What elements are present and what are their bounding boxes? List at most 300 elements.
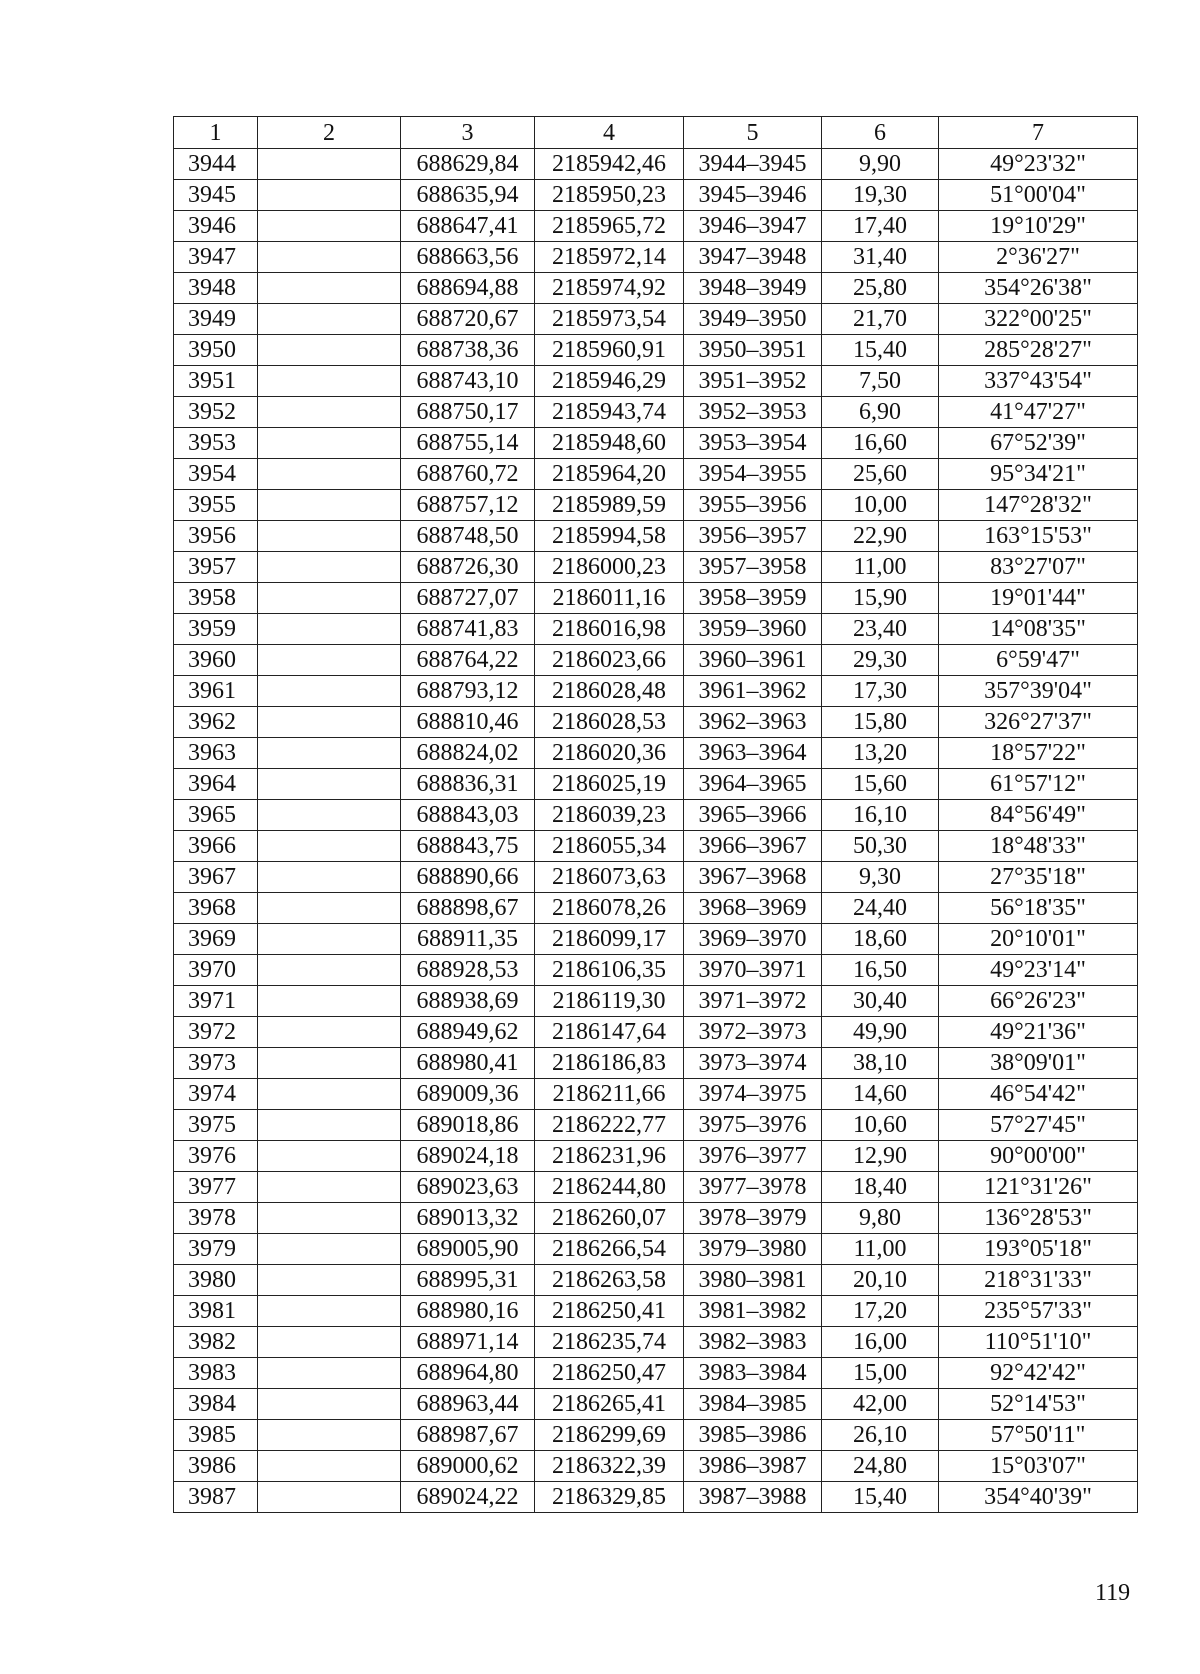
empty-cell (258, 428, 401, 459)
segment-cell: 3944–3945 (684, 149, 822, 180)
table-row (174, 955, 1138, 986)
y-coordinate-cell: 2186099,17 (535, 924, 684, 955)
empty-cell (258, 211, 401, 242)
point-number-cell: 3944 (174, 149, 258, 180)
length-cell: 25,80 (822, 273, 939, 304)
table-row (174, 738, 1138, 769)
x-coordinate-cell: 688738,36 (401, 335, 535, 366)
point-number-cell: 3964 (174, 769, 258, 800)
y-coordinate-cell: 2186250,47 (535, 1358, 684, 1389)
x-coordinate-cell: 688928,53 (401, 955, 535, 986)
empty-cell (258, 676, 401, 707)
table-row (174, 1296, 1138, 1327)
empty-cell (258, 1327, 401, 1358)
length-cell: 19,30 (822, 180, 939, 211)
x-coordinate-cell: 688810,46 (401, 707, 535, 738)
table-row (174, 1141, 1138, 1172)
y-coordinate-cell: 2186106,35 (535, 955, 684, 986)
bearing-cell: 66°26'23" (939, 986, 1138, 1017)
segment-cell: 3945–3946 (684, 180, 822, 211)
table-row (174, 1048, 1138, 1079)
x-coordinate-cell: 688938,69 (401, 986, 535, 1017)
segment-cell: 3978–3979 (684, 1203, 822, 1234)
y-coordinate-cell: 2185965,72 (535, 211, 684, 242)
y-coordinate-cell: 2186025,19 (535, 769, 684, 800)
y-coordinate-cell: 2186244,80 (535, 1172, 684, 1203)
x-coordinate-cell: 688971,14 (401, 1327, 535, 1358)
length-cell: 17,30 (822, 676, 939, 707)
segment-cell: 3948–3949 (684, 273, 822, 304)
point-number-cell: 3974 (174, 1079, 258, 1110)
column-header: 5 (684, 117, 822, 149)
point-number-cell: 3950 (174, 335, 258, 366)
x-coordinate-cell: 688694,88 (401, 273, 535, 304)
point-number-cell: 3985 (174, 1420, 258, 1451)
y-coordinate-cell: 2185960,91 (535, 335, 684, 366)
bearing-cell: 121°31'26" (939, 1172, 1138, 1203)
segment-cell: 3956–3957 (684, 521, 822, 552)
x-coordinate-cell: 688663,56 (401, 242, 535, 273)
table-row (174, 242, 1138, 273)
table-row (174, 273, 1138, 304)
table-row (174, 1358, 1138, 1389)
bearing-cell: 14°08'35" (939, 614, 1138, 645)
bearing-cell: 2°36'27" (939, 242, 1138, 273)
y-coordinate-cell: 2185948,60 (535, 428, 684, 459)
point-number-cell: 3960 (174, 645, 258, 676)
point-number-cell: 3949 (174, 304, 258, 335)
segment-cell: 3975–3976 (684, 1110, 822, 1141)
x-coordinate-cell: 688755,14 (401, 428, 535, 459)
coordinates-table (173, 116, 1138, 1513)
bearing-cell: 57°27'45" (939, 1110, 1138, 1141)
length-cell: 16,10 (822, 800, 939, 831)
empty-cell (258, 1141, 401, 1172)
table-row (174, 1079, 1138, 1110)
table-row (174, 986, 1138, 1017)
bearing-cell: 20°10'01" (939, 924, 1138, 955)
point-number-cell: 3981 (174, 1296, 258, 1327)
segment-cell: 3967–3968 (684, 862, 822, 893)
x-coordinate-cell: 688836,31 (401, 769, 535, 800)
x-coordinate-cell: 688987,67 (401, 1420, 535, 1451)
y-coordinate-cell: 2186235,74 (535, 1327, 684, 1358)
empty-cell (258, 1265, 401, 1296)
bearing-cell: 326°27'37" (939, 707, 1138, 738)
table-row (174, 1420, 1138, 1451)
length-cell: 13,20 (822, 738, 939, 769)
coordinates-table-container (173, 116, 1137, 1513)
column-header: 6 (822, 117, 939, 149)
length-cell: 21,70 (822, 304, 939, 335)
x-coordinate-cell: 689005,90 (401, 1234, 535, 1265)
length-cell: 14,60 (822, 1079, 939, 1110)
x-coordinate-cell: 689023,63 (401, 1172, 535, 1203)
table-row (174, 1172, 1138, 1203)
empty-cell (258, 180, 401, 211)
empty-cell (258, 955, 401, 986)
y-coordinate-cell: 2186265,41 (535, 1389, 684, 1420)
bearing-cell: 285°28'27" (939, 335, 1138, 366)
bearing-cell: 46°54'42" (939, 1079, 1138, 1110)
y-coordinate-cell: 2186263,58 (535, 1265, 684, 1296)
length-cell: 16,60 (822, 428, 939, 459)
y-coordinate-cell: 2186222,77 (535, 1110, 684, 1141)
bearing-cell: 136°28'53" (939, 1203, 1138, 1234)
x-coordinate-cell: 689013,32 (401, 1203, 535, 1234)
empty-cell (258, 304, 401, 335)
segment-cell: 3951–3952 (684, 366, 822, 397)
bearing-cell: 27°35'18" (939, 862, 1138, 893)
length-cell: 11,00 (822, 552, 939, 583)
bearing-cell: 90°00'00" (939, 1141, 1138, 1172)
segment-cell: 3985–3986 (684, 1420, 822, 1451)
bearing-cell: 322°00'25" (939, 304, 1138, 335)
point-number-cell: 3973 (174, 1048, 258, 1079)
y-coordinate-cell: 2186250,41 (535, 1296, 684, 1327)
bearing-cell: 193°05'18" (939, 1234, 1138, 1265)
segment-cell: 3980–3981 (684, 1265, 822, 1296)
length-cell: 30,40 (822, 986, 939, 1017)
empty-cell (258, 707, 401, 738)
bearing-cell: 41°47'27" (939, 397, 1138, 428)
x-coordinate-cell: 689000,62 (401, 1451, 535, 1482)
table-row (174, 552, 1138, 583)
y-coordinate-cell: 2186055,34 (535, 831, 684, 862)
x-coordinate-cell: 688890,66 (401, 862, 535, 893)
length-cell: 38,10 (822, 1048, 939, 1079)
x-coordinate-cell: 689024,18 (401, 1141, 535, 1172)
x-coordinate-cell: 688748,50 (401, 521, 535, 552)
segment-cell: 3955–3956 (684, 490, 822, 521)
empty-cell (258, 645, 401, 676)
bearing-cell: 56°18'35" (939, 893, 1138, 924)
table-row (174, 1451, 1138, 1482)
point-number-cell: 3959 (174, 614, 258, 645)
y-coordinate-cell: 2186119,30 (535, 986, 684, 1017)
segment-cell: 3965–3966 (684, 800, 822, 831)
y-coordinate-cell: 2186322,39 (535, 1451, 684, 1482)
table-row (174, 1017, 1138, 1048)
length-cell: 42,00 (822, 1389, 939, 1420)
y-coordinate-cell: 2186028,53 (535, 707, 684, 738)
y-coordinate-cell: 2185994,58 (535, 521, 684, 552)
bearing-cell: 67°52'39" (939, 428, 1138, 459)
point-number-cell: 3962 (174, 707, 258, 738)
x-coordinate-cell: 689024,22 (401, 1482, 535, 1513)
empty-cell (258, 862, 401, 893)
y-coordinate-cell: 2186078,26 (535, 893, 684, 924)
point-number-cell: 3971 (174, 986, 258, 1017)
empty-cell (258, 893, 401, 924)
empty-cell (258, 273, 401, 304)
x-coordinate-cell: 688743,10 (401, 366, 535, 397)
point-number-cell: 3957 (174, 552, 258, 583)
length-cell: 15,60 (822, 769, 939, 800)
x-coordinate-cell: 688793,12 (401, 676, 535, 707)
empty-cell (258, 1048, 401, 1079)
bearing-cell: 49°23'14" (939, 955, 1138, 986)
y-coordinate-cell: 2186329,85 (535, 1482, 684, 1513)
table-row (174, 800, 1138, 831)
x-coordinate-cell: 688635,94 (401, 180, 535, 211)
segment-cell: 3966–3967 (684, 831, 822, 862)
point-number-cell: 3945 (174, 180, 258, 211)
x-coordinate-cell: 689009,36 (401, 1079, 535, 1110)
point-number-cell: 3953 (174, 428, 258, 459)
x-coordinate-cell: 688741,83 (401, 614, 535, 645)
table-row (174, 335, 1138, 366)
point-number-cell: 3958 (174, 583, 258, 614)
segment-cell: 3961–3962 (684, 676, 822, 707)
bearing-cell: 15°03'07" (939, 1451, 1138, 1482)
bearing-cell: 147°28'32" (939, 490, 1138, 521)
point-number-cell: 3983 (174, 1358, 258, 1389)
point-number-cell: 3952 (174, 397, 258, 428)
empty-cell (258, 1234, 401, 1265)
x-coordinate-cell: 688898,67 (401, 893, 535, 924)
point-number-cell: 3965 (174, 800, 258, 831)
x-coordinate-cell: 688995,31 (401, 1265, 535, 1296)
table-row (174, 1327, 1138, 1358)
bearing-cell: 61°57'12" (939, 769, 1138, 800)
length-cell: 20,10 (822, 1265, 939, 1296)
column-header: 4 (535, 117, 684, 149)
point-number-cell: 3946 (174, 211, 258, 242)
empty-cell (258, 1296, 401, 1327)
bearing-cell: 84°56'49" (939, 800, 1138, 831)
y-coordinate-cell: 2185973,54 (535, 304, 684, 335)
point-number-cell: 3968 (174, 893, 258, 924)
y-coordinate-cell: 2185943,74 (535, 397, 684, 428)
table-row (174, 149, 1138, 180)
x-coordinate-cell: 688647,41 (401, 211, 535, 242)
x-coordinate-cell: 688757,12 (401, 490, 535, 521)
bearing-cell: 357°39'04" (939, 676, 1138, 707)
x-coordinate-cell: 688726,30 (401, 552, 535, 583)
x-coordinate-cell: 688843,75 (401, 831, 535, 862)
length-cell: 15,90 (822, 583, 939, 614)
y-coordinate-cell: 2185950,23 (535, 180, 684, 211)
table-row (174, 1389, 1138, 1420)
segment-cell: 3960–3961 (684, 645, 822, 676)
bearing-cell: 18°57'22" (939, 738, 1138, 769)
segment-cell: 3963–3964 (684, 738, 822, 769)
table-row (174, 1203, 1138, 1234)
point-number-cell: 3982 (174, 1327, 258, 1358)
empty-cell (258, 552, 401, 583)
length-cell: 11,00 (822, 1234, 939, 1265)
point-number-cell: 3951 (174, 366, 258, 397)
y-coordinate-cell: 2186299,69 (535, 1420, 684, 1451)
length-cell: 9,80 (822, 1203, 939, 1234)
empty-cell (258, 242, 401, 273)
y-coordinate-cell: 2186020,36 (535, 738, 684, 769)
table-row (174, 862, 1138, 893)
length-cell: 31,40 (822, 242, 939, 273)
table-row (174, 583, 1138, 614)
bearing-cell: 52°14'53" (939, 1389, 1138, 1420)
x-coordinate-cell: 688629,84 (401, 149, 535, 180)
length-cell: 24,40 (822, 893, 939, 924)
segment-cell: 3986–3987 (684, 1451, 822, 1482)
length-cell: 29,30 (822, 645, 939, 676)
segment-cell: 3964–3965 (684, 769, 822, 800)
y-coordinate-cell: 2186023,66 (535, 645, 684, 676)
bearing-cell: 38°09'01" (939, 1048, 1138, 1079)
segment-cell: 3973–3974 (684, 1048, 822, 1079)
length-cell: 15,80 (822, 707, 939, 738)
bearing-cell: 19°01'44" (939, 583, 1138, 614)
table-row (174, 1482, 1138, 1513)
y-coordinate-cell: 2185972,14 (535, 242, 684, 273)
segment-cell: 3982–3983 (684, 1327, 822, 1358)
column-header: 7 (939, 117, 1138, 149)
bearing-cell: 83°27'07" (939, 552, 1138, 583)
empty-cell (258, 490, 401, 521)
point-number-cell: 3948 (174, 273, 258, 304)
bearing-cell: 51°00'04" (939, 180, 1138, 211)
point-number-cell: 3987 (174, 1482, 258, 1513)
point-number-cell: 3975 (174, 1110, 258, 1141)
length-cell: 15,40 (822, 1482, 939, 1513)
length-cell: 17,20 (822, 1296, 939, 1327)
segment-cell: 3974–3975 (684, 1079, 822, 1110)
bearing-cell: 49°23'32" (939, 149, 1138, 180)
y-coordinate-cell: 2186073,63 (535, 862, 684, 893)
empty-cell (258, 521, 401, 552)
segment-cell: 3962–3963 (684, 707, 822, 738)
empty-cell (258, 738, 401, 769)
length-cell: 15,40 (822, 335, 939, 366)
segment-cell: 3950–3951 (684, 335, 822, 366)
point-number-cell: 3967 (174, 862, 258, 893)
empty-cell (258, 924, 401, 955)
y-coordinate-cell: 2186260,07 (535, 1203, 684, 1234)
empty-cell (258, 397, 401, 428)
column-header: 2 (258, 117, 401, 149)
table-row (174, 304, 1138, 335)
table-row (174, 459, 1138, 490)
length-cell: 18,60 (822, 924, 939, 955)
point-number-cell: 3969 (174, 924, 258, 955)
bearing-cell: 354°40'39" (939, 1482, 1138, 1513)
table-row (174, 893, 1138, 924)
empty-cell (258, 831, 401, 862)
x-coordinate-cell: 688720,67 (401, 304, 535, 335)
bearing-cell: 19°10'29" (939, 211, 1138, 242)
point-number-cell: 3955 (174, 490, 258, 521)
x-coordinate-cell: 688949,62 (401, 1017, 535, 1048)
segment-cell: 3968–3969 (684, 893, 822, 924)
point-number-cell: 3961 (174, 676, 258, 707)
x-coordinate-cell: 688911,35 (401, 924, 535, 955)
y-coordinate-cell: 2185989,59 (535, 490, 684, 521)
empty-cell (258, 1420, 401, 1451)
segment-cell: 3959–3960 (684, 614, 822, 645)
bearing-cell: 95°34'21" (939, 459, 1138, 490)
point-number-cell: 3978 (174, 1203, 258, 1234)
length-cell: 49,90 (822, 1017, 939, 1048)
x-coordinate-cell: 689018,86 (401, 1110, 535, 1141)
segment-cell: 3983–3984 (684, 1358, 822, 1389)
length-cell: 9,30 (822, 862, 939, 893)
segment-cell: 3947–3948 (684, 242, 822, 273)
y-coordinate-cell: 2186028,48 (535, 676, 684, 707)
bearing-cell: 235°57'33" (939, 1296, 1138, 1327)
y-coordinate-cell: 2185946,29 (535, 366, 684, 397)
length-cell: 24,80 (822, 1451, 939, 1482)
table-row (174, 831, 1138, 862)
segment-cell: 3970–3971 (684, 955, 822, 986)
column-header: 1 (174, 117, 258, 149)
y-coordinate-cell: 2186147,64 (535, 1017, 684, 1048)
point-number-cell: 3947 (174, 242, 258, 273)
table-row (174, 1265, 1138, 1296)
table-row (174, 397, 1138, 428)
empty-cell (258, 1172, 401, 1203)
length-cell: 18,40 (822, 1172, 939, 1203)
x-coordinate-cell: 688727,07 (401, 583, 535, 614)
segment-cell: 3957–3958 (684, 552, 822, 583)
table-row (174, 211, 1138, 242)
length-cell: 12,90 (822, 1141, 939, 1172)
length-cell: 17,40 (822, 211, 939, 242)
bearing-cell: 354°26'38" (939, 273, 1138, 304)
y-coordinate-cell: 2185964,20 (535, 459, 684, 490)
segment-cell: 3984–3985 (684, 1389, 822, 1420)
bearing-cell: 163°15'53" (939, 521, 1138, 552)
segment-cell: 3987–3988 (684, 1482, 822, 1513)
y-coordinate-cell: 2186231,96 (535, 1141, 684, 1172)
x-coordinate-cell: 688750,17 (401, 397, 535, 428)
bearing-cell: 18°48'33" (939, 831, 1138, 862)
x-coordinate-cell: 688964,80 (401, 1358, 535, 1389)
x-coordinate-cell: 688764,22 (401, 645, 535, 676)
empty-cell (258, 366, 401, 397)
length-cell: 16,50 (822, 955, 939, 986)
table-row (174, 490, 1138, 521)
empty-cell (258, 459, 401, 490)
length-cell: 10,60 (822, 1110, 939, 1141)
empty-cell (258, 1482, 401, 1513)
point-number-cell: 3980 (174, 1265, 258, 1296)
segment-cell: 3976–3977 (684, 1141, 822, 1172)
table-row (174, 707, 1138, 738)
table-row (174, 924, 1138, 955)
y-coordinate-cell: 2185942,46 (535, 149, 684, 180)
empty-cell (258, 1389, 401, 1420)
y-coordinate-cell: 2186039,23 (535, 800, 684, 831)
x-coordinate-cell: 688824,02 (401, 738, 535, 769)
table-body (174, 117, 1138, 1513)
bearing-cell: 49°21'36" (939, 1017, 1138, 1048)
empty-cell (258, 1203, 401, 1234)
length-cell: 22,90 (822, 521, 939, 552)
point-number-cell: 3984 (174, 1389, 258, 1420)
y-coordinate-cell: 2186211,66 (535, 1079, 684, 1110)
y-coordinate-cell: 2186186,83 (535, 1048, 684, 1079)
length-cell: 26,10 (822, 1420, 939, 1451)
length-cell: 50,30 (822, 831, 939, 862)
table-row (174, 366, 1138, 397)
bearing-cell: 110°51'10" (939, 1327, 1138, 1358)
point-number-cell: 3976 (174, 1141, 258, 1172)
length-cell: 25,60 (822, 459, 939, 490)
point-number-cell: 3979 (174, 1234, 258, 1265)
bearing-cell: 57°50'11" (939, 1420, 1138, 1451)
y-coordinate-cell: 2185974,92 (535, 273, 684, 304)
